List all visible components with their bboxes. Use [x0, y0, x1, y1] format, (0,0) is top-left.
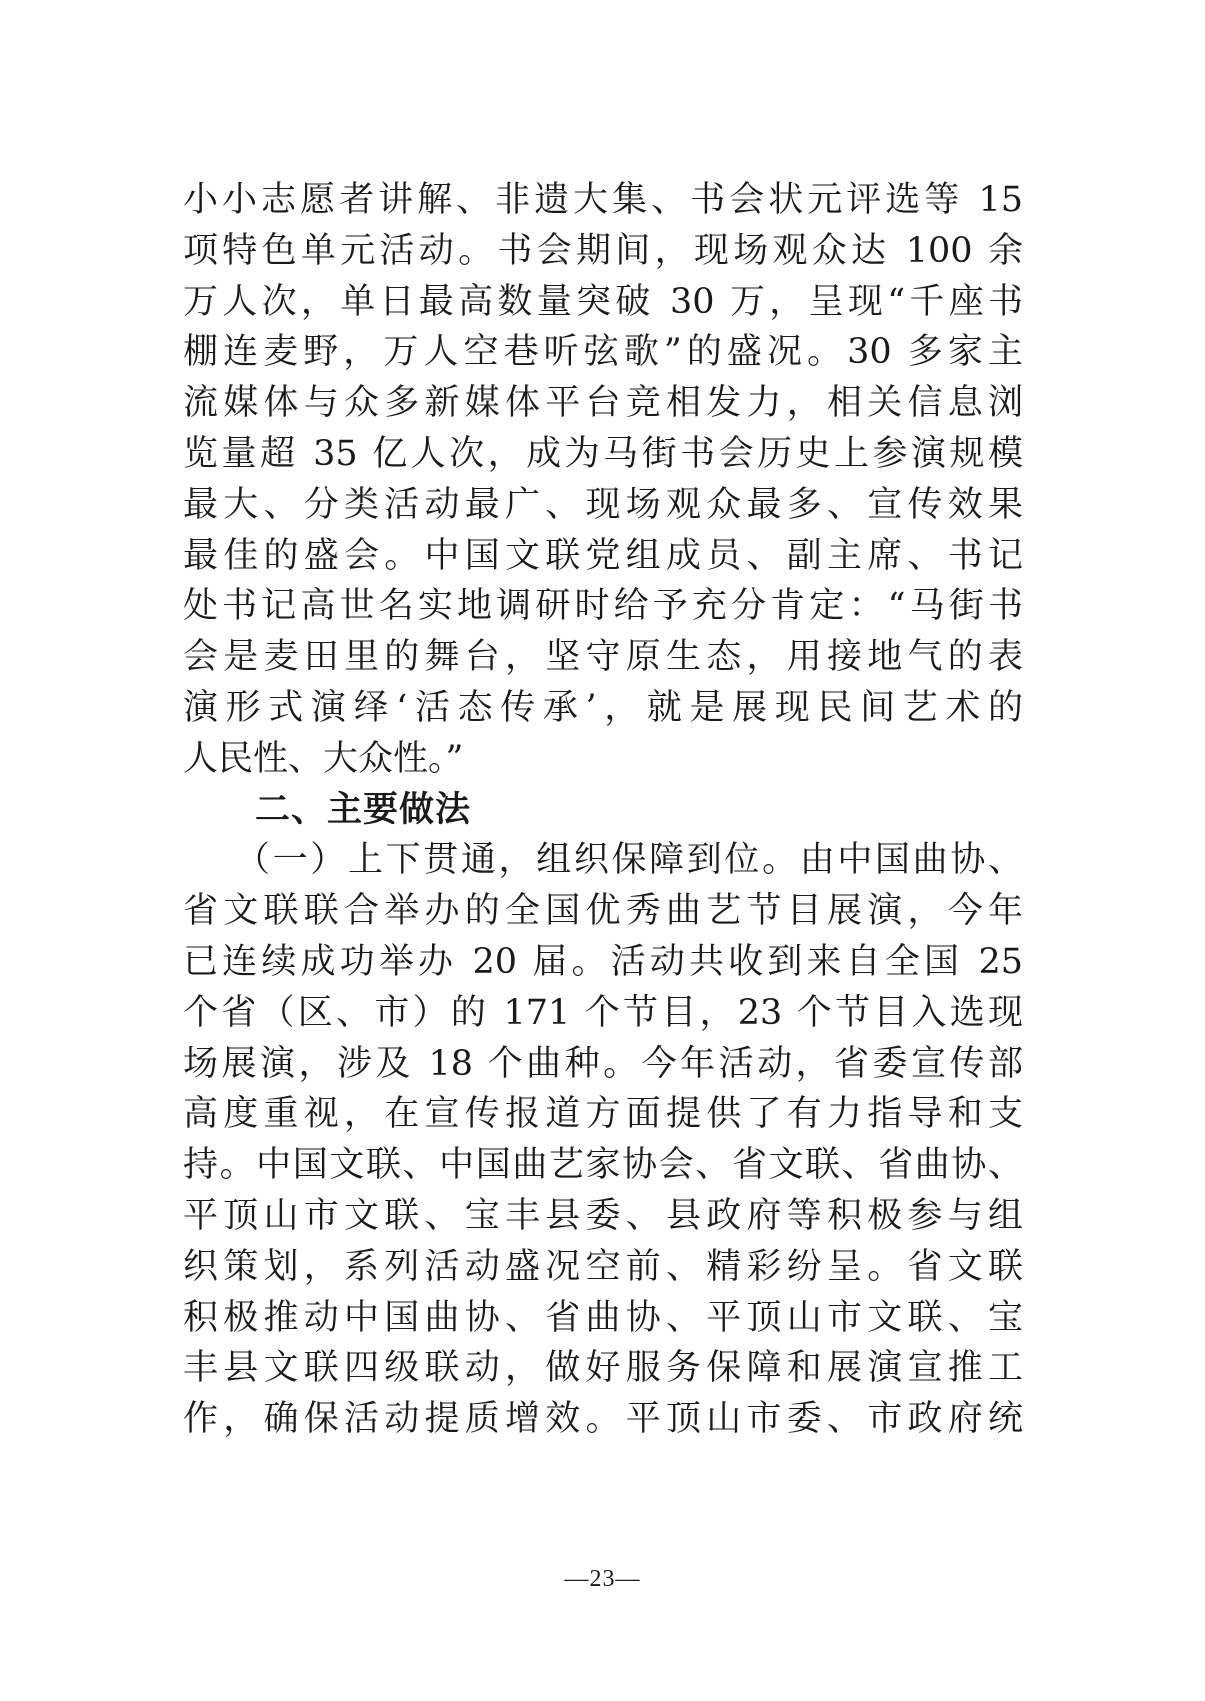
text-line: 小小志愿者讲解、非遗大集、书会状元评选等 15	[183, 180, 1023, 220]
text-line: 作，确保活动提质增效。平顶山市委、市政府统	[183, 1399, 1023, 1440]
paragraph-2	[183, 835, 1023, 1445]
text-line: 持。中国文联、中国曲艺家协会、省文联、省曲协、	[183, 1145, 1023, 1186]
section-heading: 二、主要做法	[255, 789, 472, 830]
text-line: 人民性、大众性。”	[183, 738, 464, 779]
text-line: 最佳的盛会。中国文联党组成员、副主席、书记	[183, 535, 1023, 576]
text-line: 平顶山市文联、宝丰县委、县政府等积极参与组	[183, 1195, 1023, 1236]
text-line: 高度重视，在宣传报道方面提供了有力指导和支	[183, 1094, 1023, 1135]
text-line: 积极推动中国曲协、省曲协、平顶山市文联、宝	[183, 1297, 1023, 1338]
text-line: 已连续成功举办 20 届。活动共收到来自全国 25	[183, 941, 1023, 982]
text-line: 万人次，单日最高数量突破 30 万，呈现“千座书	[183, 281, 1023, 322]
text-line: 丰县文联四级联动，做好服务保障和展演宣推工	[183, 1348, 1023, 1389]
text-line: 最大、分类活动最广、现场观众最多、宣传效果	[183, 484, 1023, 525]
text-run: 由中国曲协、	[799, 840, 1023, 881]
text-line: 流媒体与众多新媒体平台竞相发力，相关信息浏	[183, 383, 1023, 424]
text-line: 处书记高世名实地调研时给予充分肯定：“马街书	[183, 586, 1023, 627]
paragraph-1	[183, 175, 1023, 785]
text-line: 个省（区、市）的 171 个节目，23 个节目入选现	[183, 992, 1023, 1033]
body-text	[183, 175, 1023, 1445]
text-line: 织策划，系列活动盛况空前、精彩纷呈。省文联	[183, 1246, 1023, 1287]
text-line: 棚连麦野，万人空巷听弦歌”的盛况。30 多家主	[183, 332, 1023, 373]
text-line: 省文联联合举办的全国优秀曲艺节目展演，今年	[183, 891, 1023, 932]
text-line: 会是麦田里的舞台，坚守原生态，用接地气的表	[183, 637, 1023, 678]
subsection-heading: （一）上下贯通，组织保障到位。	[235, 840, 800, 881]
text-line: 览量超 35 亿人次，成为马街书会历史上参演规模	[183, 433, 1023, 474]
page-number: —23—	[564, 1566, 641, 1592]
text-line: 项特色单元活动。书会期间，现场观众达 100 余	[183, 230, 1023, 271]
text-line-first	[183, 835, 1023, 886]
text-line: 演形式演绎‘活态传承’，就是展现民间艺术的	[183, 687, 1023, 728]
text-line: 场展演，涉及 18 个曲种。今年活动，省委宣传部	[183, 1043, 1023, 1084]
